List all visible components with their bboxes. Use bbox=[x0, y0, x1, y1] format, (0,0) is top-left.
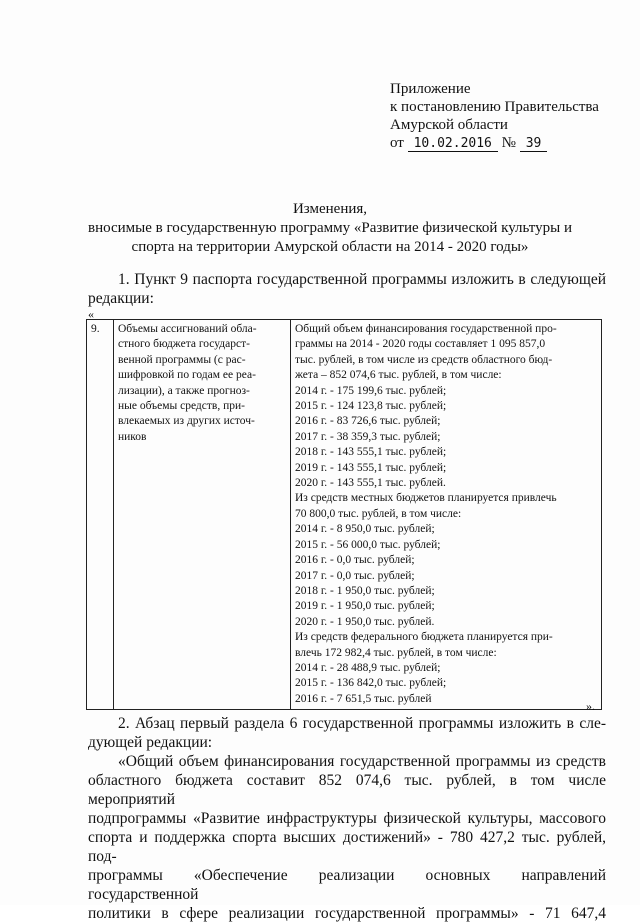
content-line: 70 800,0 тыс. рублей, в том числе: bbox=[295, 507, 462, 520]
table-row bbox=[87, 320, 602, 710]
item-3-line-2: областного бюджета составит 852 074,6 тыс. рублей, в том числе мероприятий bbox=[88, 772, 606, 808]
date-prefix: от bbox=[390, 135, 404, 151]
appendix-region: Амурской области bbox=[390, 117, 508, 133]
item-1-line-2: редакции: bbox=[88, 290, 154, 307]
name-line: ные объемы средств, при- bbox=[118, 400, 245, 413]
item-2-line-2: дующей редакции: bbox=[88, 734, 213, 751]
content-line: 2018 г. - 143 555,1 тыс. рублей; bbox=[295, 446, 447, 459]
row-number-cell: 9. bbox=[87, 320, 114, 710]
content-line: 2014 г. - 175 199,6 тыс. рублей; bbox=[295, 384, 447, 397]
content-line: жета – 852 074,6 тыс. рублей, в том числе: bbox=[295, 369, 502, 382]
resolution-date: 10.02.2016 bbox=[408, 137, 498, 152]
resolution-number: 39 bbox=[520, 137, 548, 152]
content-line: Общий объем финансирования государственной про- bbox=[295, 323, 557, 335]
item-2-paragraph bbox=[88, 714, 606, 752]
document-title bbox=[60, 200, 600, 257]
name-line: лизации), а также прогноз- bbox=[118, 384, 250, 397]
name-line: Объемы ассигнований обла- bbox=[118, 323, 257, 335]
content-line: 2017 г. - 38 359,3 тыс. рублей; bbox=[295, 430, 441, 443]
row-content-cell bbox=[291, 320, 602, 710]
item-3-line-4: спорта и поддержка спорта высших достижений» - 780 427,2 тыс. рублей, под- bbox=[88, 829, 606, 865]
content-line: 2018 г. - 1 950,0 тыс. рублей; bbox=[295, 584, 435, 597]
row-name-cell bbox=[114, 320, 291, 710]
content-line: 2014 г. - 28 488,9 тыс. рублей; bbox=[295, 661, 441, 674]
name-line: влекаемых из других источ- bbox=[118, 415, 255, 428]
content-line: 2014 г. - 8 950,0 тыс. рублей; bbox=[295, 523, 435, 536]
content-line: 2016 г. - 7 651,5 тыс. рублей bbox=[295, 692, 432, 705]
content-line: 2015 г. - 136 842,0 тыс. рублей; bbox=[295, 677, 447, 690]
item-3-line-1: «Общий объем финансирования государственной программы из средств bbox=[118, 753, 606, 770]
content-line: 2017 г. - 0,0 тыс. рублей; bbox=[295, 569, 415, 582]
title-line-2: вносимые в государственную программу «Развитие физической культуры и bbox=[87, 220, 573, 236]
appendix-label: Приложение bbox=[390, 81, 471, 97]
content-line: 2020 г. - 1 950,0 тыс. рублей. bbox=[295, 615, 435, 628]
quote-open-mark: « bbox=[88, 307, 94, 321]
content-line: влечь 172 982,4 тыс. рублей, в том числе: bbox=[295, 646, 497, 659]
content-line: Из средств федерального бюджета планируется при- bbox=[295, 631, 553, 644]
appendix-date-line bbox=[390, 134, 599, 152]
item-3-line-3: подпрограммы «Развитие инфраструктуры физической культуры, массового bbox=[88, 810, 606, 827]
item-3-line-5: программы «Обеспечение реализации основных направлений государственной bbox=[88, 867, 606, 903]
content-line: 2015 г. - 56 000,0 тыс. рублей; bbox=[295, 538, 441, 551]
item-3-line-6: политики в сфере реализации государственной программы» - 71 647,4 bbox=[88, 905, 606, 922]
passport-table bbox=[86, 319, 602, 710]
name-line: ников bbox=[118, 430, 147, 443]
content-line: 2016 г. - 0,0 тыс. рублей; bbox=[295, 554, 415, 567]
appendix-resolution: к постановлению Правительства bbox=[390, 99, 599, 115]
name-line: шифровкой по годам ее реа- bbox=[118, 369, 256, 382]
item-1-line-1: 1. Пункт 9 паспорта государственной программы изложить в следующей bbox=[118, 271, 606, 288]
content-line: 2015 г. - 124 123,8 тыс. рублей; bbox=[295, 400, 447, 413]
content-line: граммы на 2014 - 2020 годы составляет 1 095 857,0 bbox=[295, 338, 546, 351]
content-line: 2019 г. - 1 950,0 тыс. рублей; bbox=[295, 600, 435, 613]
name-line: стного бюджета государст- bbox=[118, 338, 250, 351]
content-line: Из средств местных бюджетов планируется привлечь bbox=[295, 492, 557, 505]
content-line: 2019 г. - 143 555,1 тыс. рублей; bbox=[295, 461, 447, 474]
content-line: 2020 г. - 143 555,1 тыс. рублей. bbox=[295, 477, 446, 490]
title-line-3: спорта на территории Амурской области на 2014 - 2020 годы» bbox=[131, 239, 529, 255]
name-line: венной программы (с рас- bbox=[118, 353, 246, 366]
title-line-1: Изменения, bbox=[292, 201, 368, 217]
item-1-paragraph bbox=[88, 270, 606, 308]
item-3-paragraph bbox=[88, 752, 606, 923]
number-prefix: № bbox=[501, 135, 516, 151]
content-line: 2016 г. - 83 726,6 тыс. рублей; bbox=[295, 415, 441, 428]
item-2-line-1: 2. Абзац первый раздела 6 государственной программы изложить в сле- bbox=[118, 715, 606, 732]
content-line: тыс. рублей, в том числе из средств областного бюд- bbox=[295, 353, 553, 366]
quote-close-mark: ». bbox=[586, 699, 595, 713]
appendix-header bbox=[390, 80, 599, 152]
